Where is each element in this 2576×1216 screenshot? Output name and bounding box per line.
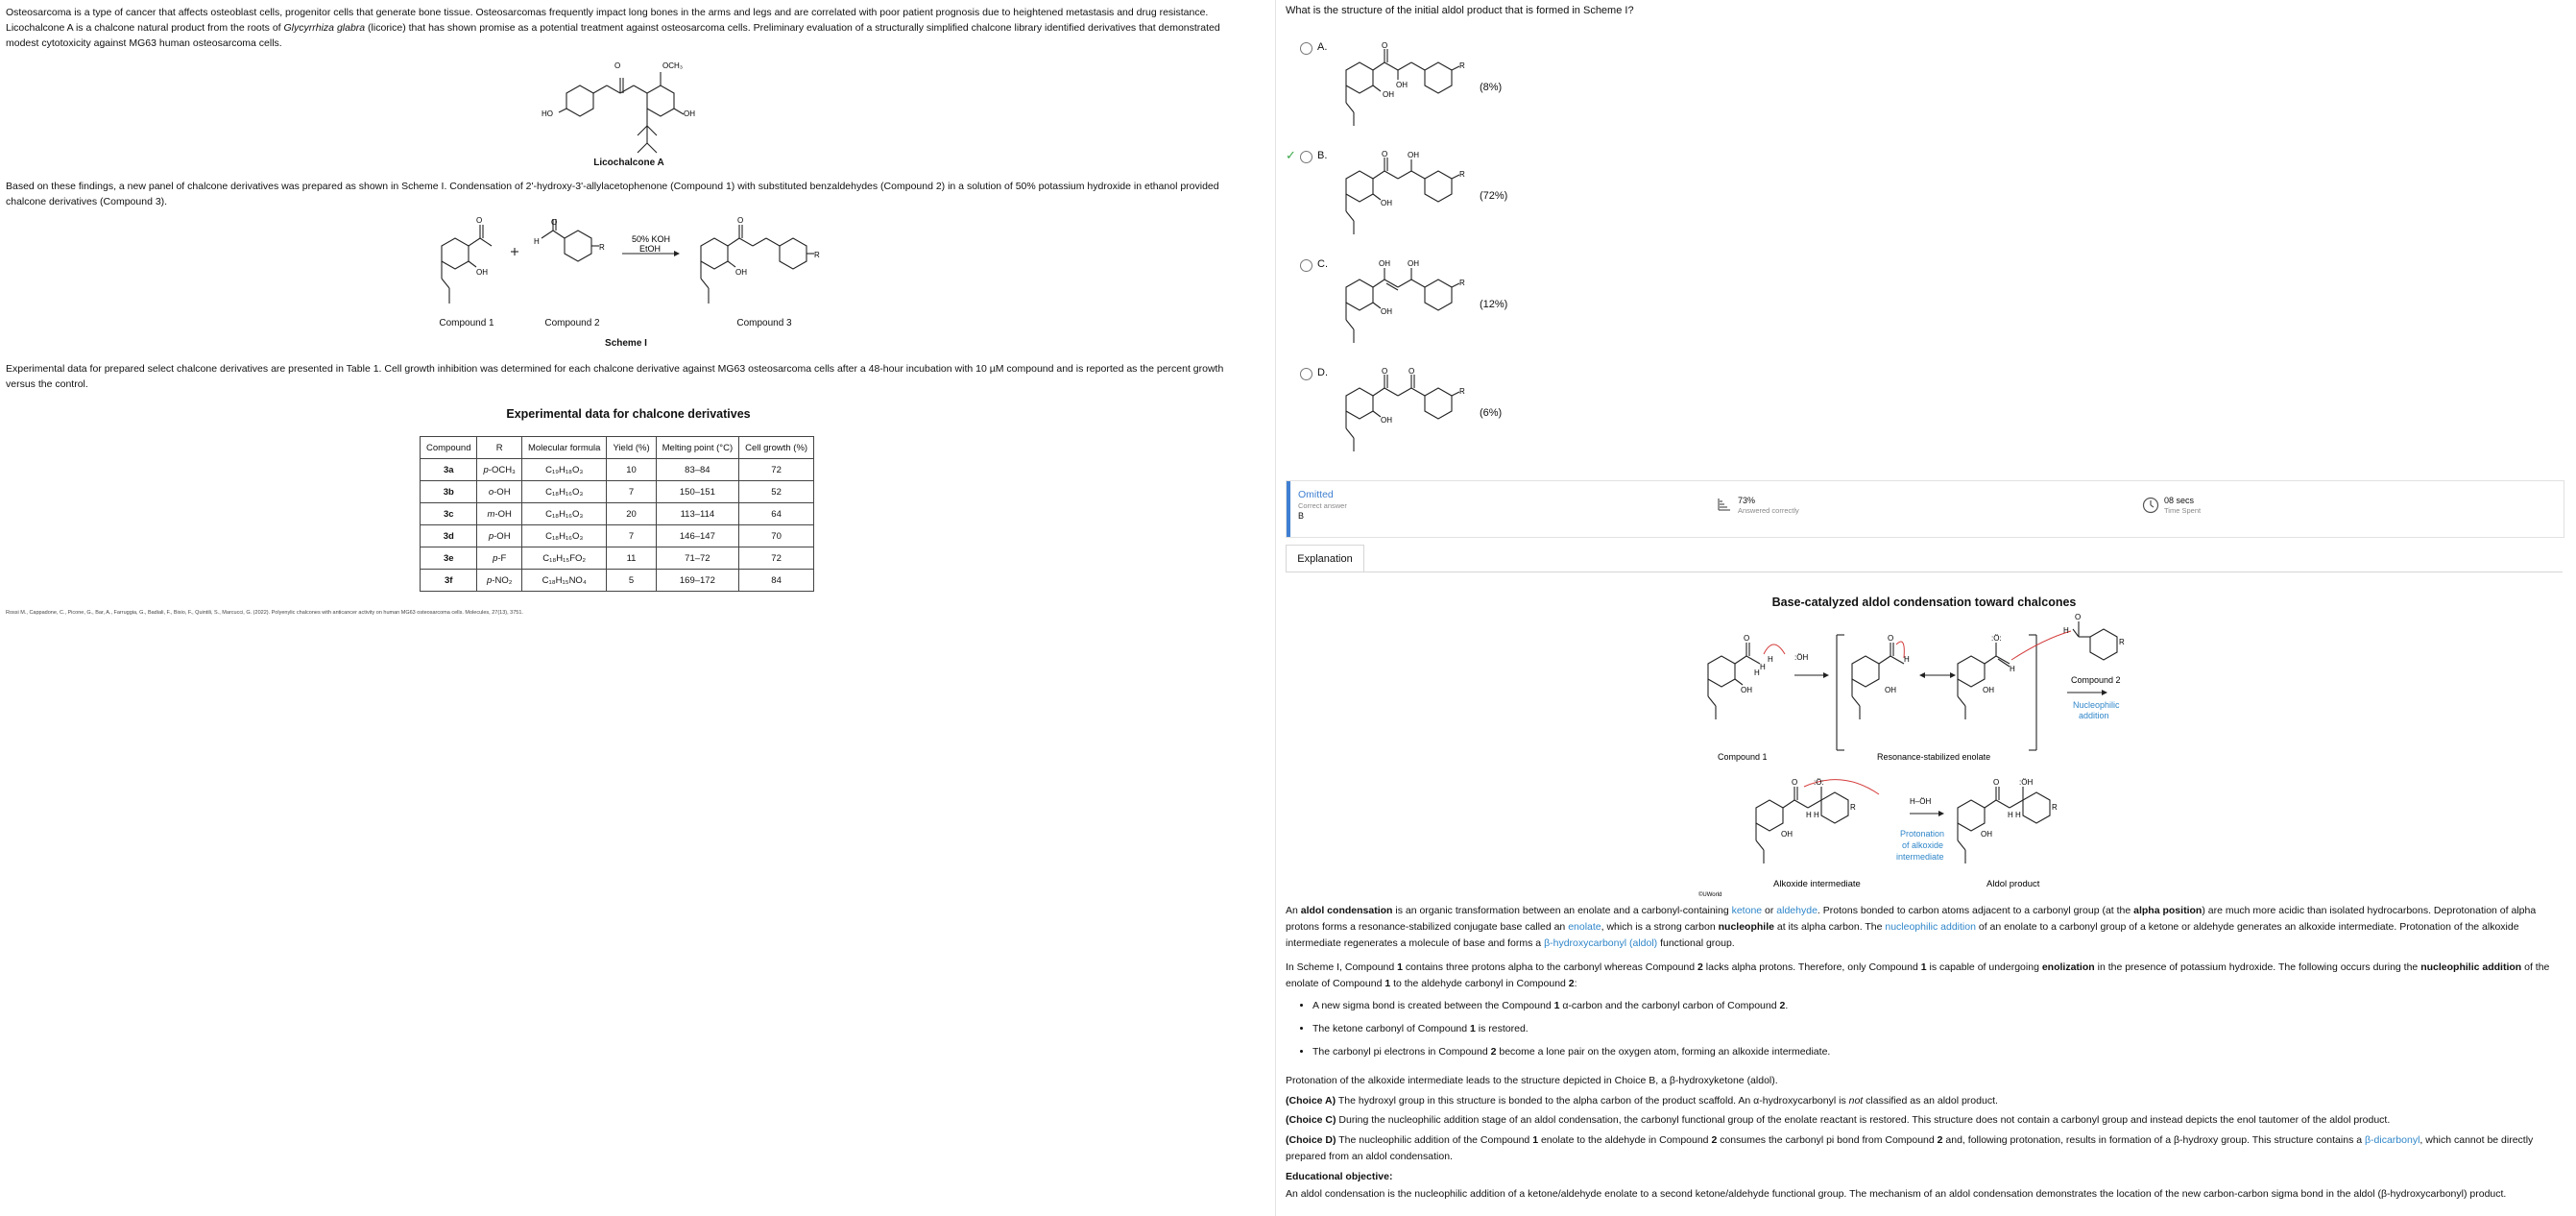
inline-text: is capable of undergoing — [1926, 961, 2042, 973]
svg-text:HO: HO — [542, 109, 553, 118]
table-cell-r-group: o-OH — [477, 481, 521, 503]
fig-protonation1: Protonation — [1900, 829, 1945, 839]
inline-text: consumes the carbonyl pi bond from Compound — [1717, 1134, 1938, 1146]
table-cell-r-group: p-OCH₃ — [477, 459, 521, 481]
inline-text: 1 — [1920, 961, 1927, 973]
choice-b-letter: B. — [1317, 150, 1328, 161]
compound2-label: Compound 2 — [544, 318, 600, 328]
svg-text:R: R — [2052, 803, 2058, 812]
fig-alkoxide: Alkoxide intermediate — [1773, 879, 1861, 889]
table-cell-r-group: p-NO₂ — [477, 570, 521, 592]
inline-text: 1 — [1397, 961, 1403, 973]
inline-text: nucleophilic addition — [2420, 961, 2522, 973]
choice-d-radio[interactable] — [1300, 368, 1312, 380]
inline-text: A new sigma bond is created between the Compound — [1312, 1000, 1554, 1011]
compound3-label: Compound 3 — [736, 318, 792, 328]
svg-text:R: R — [1459, 279, 1465, 287]
table-title: Experimental data for chalcone derivatives — [506, 407, 751, 421]
table-cell-cell-growth: 52 — [739, 481, 814, 503]
svg-text:H: H — [2063, 626, 2069, 635]
svg-text:R: R — [2119, 638, 2125, 646]
inline-text: 2 — [1711, 1134, 1718, 1146]
licochalcone-structure — [538, 53, 730, 168]
para2-line2: chalcone derivatives (Compound 3). — [6, 196, 168, 207]
inline-text: of the enolate of Compound — [1286, 961, 2550, 989]
svg-text:OH: OH — [684, 109, 695, 118]
inline-link[interactable]: β-hydroxycarbonyl (aldol) — [1544, 937, 1658, 949]
table-cell-compound: 3b — [421, 481, 477, 503]
fig-compound1: Compound 1 — [1718, 752, 1768, 762]
svg-text:O: O — [551, 218, 558, 227]
choice-c[interactable] — [1286, 251, 1574, 347]
table-row — [421, 570, 814, 592]
table-cell-r-group: p-OH — [477, 525, 521, 547]
choice-d-structure — [1338, 367, 1492, 455]
licochalcone-label: Licochalcone A — [593, 158, 664, 168]
inline-text: An aldol condensation is the nucleophilic addition of a ketone/aldehyde enolate to a second ketone/aldehyde functional group. The mechanism of an aldol condensation demonstrates the location of the new carbon-carbon sigma bond in the aldol (β-hydroxycarbonyl) product. — [1286, 1188, 2507, 1200]
svg-text::ÖH: :ÖH — [2019, 778, 2034, 787]
table-header: R — [477, 437, 521, 459]
inline-text: 2 — [1779, 1000, 1786, 1011]
table-cell-melting-point: 113–114 — [656, 503, 739, 525]
stats-bar — [1286, 480, 2564, 538]
passage-panel — [6, 5, 1254, 51]
inline-text: 2 — [1697, 961, 1703, 973]
table-header-row — [421, 437, 814, 459]
table-cell-yield: 7 — [607, 525, 656, 547]
inline-text: to the aldehyde carbonyl in Compound — [1390, 978, 1569, 989]
inline-text: . — [1785, 1000, 1789, 1011]
table-row — [421, 525, 814, 547]
fig-compound2: Compound 2 — [2071, 675, 2121, 685]
inline-text: The nucleophilic addition of the Compound — [1336, 1134, 1533, 1146]
table-header: Melting point (°C) — [656, 437, 739, 459]
table-cell-cell-growth: 70 — [739, 525, 814, 547]
inline-text: During the nucleophilic addition stage of an aldol condensation, the carbonyl functional group of the enolate reactant is restored. This structure does not contain a carbonyl group and instead depicts the enol tautomer of the aldol product. — [1336, 1114, 2391, 1126]
data-table — [420, 436, 814, 592]
inline-text: 1 — [1470, 1023, 1476, 1034]
choice-c-explanation — [1286, 1112, 2563, 1129]
svg-text:OH: OH — [1396, 81, 1408, 89]
para1-line1: Osteosarcoma is a type of cancer that affects osteoblast cells, progenitor cells that generate bone tissue. Osteosarcomas frequently impact long bones in the arms and legs and are correlated with poor patient prognosis due to heightened metastasis and drug resistance. — [6, 7, 1209, 18]
svg-text:R: R — [1459, 61, 1465, 70]
svg-text:H: H — [1754, 669, 1760, 677]
fig-nucleophilic: Nucleophilic — [2073, 700, 2120, 710]
reagent-etoh: EtOH — [639, 244, 662, 254]
svg-text::ÖH: :ÖH — [1794, 653, 1809, 662]
svg-text:O: O — [1744, 634, 1750, 643]
svg-text:OH: OH — [476, 268, 488, 277]
fig-protonation3: intermediate — [1896, 852, 1944, 862]
table-row — [421, 547, 814, 570]
svg-text:OH: OH — [1741, 686, 1752, 694]
choice-b[interactable] — [1286, 142, 1574, 238]
table-cell-compound: 3e — [421, 547, 477, 570]
fig-protonation2: of alkoxide — [1902, 840, 1944, 850]
table-cell-melting-point: 169–172 — [656, 570, 739, 592]
choice-a-structure — [1338, 41, 1492, 130]
table-cell-compound: 3f — [421, 570, 477, 592]
svg-text::Ö:: :Ö: — [1814, 778, 1824, 787]
choice-b-radio[interactable] — [1300, 151, 1312, 163]
inline-text: : — [1574, 978, 1577, 989]
compound1-label: Compound 1 — [439, 318, 494, 328]
svg-text:R: R — [599, 243, 605, 252]
passage-para2-wrap — [6, 179, 1254, 209]
inline-link[interactable]: ketone — [1731, 905, 1763, 916]
choice-d-explanation — [1286, 1132, 2563, 1165]
para1-italic: Glycyrrhiza glabra — [283, 22, 366, 34]
bullet-item — [1312, 994, 2561, 1017]
table-cell-melting-point: 150–151 — [656, 481, 739, 503]
clock-icon — [2142, 497, 2159, 514]
choice-a-percent: (8%) — [1480, 82, 1503, 93]
table-cell-melting-point: 146–147 — [656, 525, 739, 547]
passage-para1 — [6, 5, 1254, 51]
svg-text:OH: OH — [1408, 151, 1419, 159]
fig-copyright: ©UWorld — [1698, 892, 1722, 898]
choice-a[interactable] — [1286, 34, 1574, 130]
scheme-1-diagram — [422, 217, 845, 323]
svg-text:H: H — [1760, 663, 1766, 671]
svg-text:OH: OH — [1383, 90, 1394, 99]
inline-text: enolization — [2041, 961, 2095, 973]
svg-text:O: O — [1888, 634, 1894, 643]
svg-text:OH: OH — [1981, 830, 1992, 839]
svg-text:H: H — [1768, 655, 1773, 664]
inline-text: in the presence of potassium hydroxide. The following occurs during the — [2094, 961, 2421, 973]
svg-text:R: R — [1850, 803, 1856, 812]
inline-text: α-carbon and the carbonyl carbon of Compound — [1559, 1000, 1780, 1011]
inline-text: classified as an aldol product. — [1863, 1095, 1998, 1107]
svg-text:H–ÖH: H–ÖH — [1910, 797, 1932, 806]
time-spent-label: Time Spent — [2164, 506, 2202, 515]
passage-para3-wrap — [6, 361, 1254, 392]
stats-bar-icon — [1717, 497, 1732, 512]
table-cell-cell-growth: 64 — [739, 503, 814, 525]
svg-text:OH: OH — [1379, 259, 1390, 268]
svg-text:O: O — [1792, 778, 1798, 787]
time-spent: 08 secs — [2164, 496, 2195, 505]
inline-text: 2 — [1490, 1046, 1497, 1058]
panel-divider — [1275, 0, 1276, 1216]
table-cell-compound: 3d — [421, 525, 477, 547]
table-cell-yield: 7 — [607, 481, 656, 503]
choice-a-radio[interactable] — [1300, 42, 1312, 55]
svg-text:O: O — [1382, 367, 1388, 376]
passage-para2 — [6, 179, 1254, 209]
table-cell-compound: 3c — [421, 503, 477, 525]
svg-text:H: H — [534, 237, 540, 246]
inline-text: 1 — [1553, 1000, 1560, 1011]
percent-correct-label: Answered correctly — [1738, 506, 1799, 515]
para2-line1: Based on these findings, a new panel of chalcone derivatives was prepared as shown in Scheme I. Condensation of 2'-hydroxy-3'-allylacetophenone (Compound 1) with substituted benzaldehydes (Compound 2) in a solution of 50% potassium hydroxide in ethanol provided — [6, 181, 1219, 192]
table-cell-melting-point: 83–84 — [656, 459, 739, 481]
table-cell-formula: C₁₈H₁₅NO₄ — [521, 570, 607, 592]
inline-text: is an organic transformation between an enolate and a carbonyl-containing — [1392, 905, 1732, 916]
table-header: Cell growth (%) — [739, 437, 814, 459]
svg-text:O: O — [1993, 778, 2000, 787]
explanation-para3 — [1286, 1073, 2563, 1089]
inline-text: lacks alpha protons. Therefore, only Compound — [1702, 961, 1921, 973]
inline-text: and, following protonation, results in formation of a β-hydroxy group. This structure contains a — [1942, 1134, 2365, 1146]
para1-line2a: Licochalcone A is a chalcone natural product from the roots of — [6, 22, 284, 34]
table-cell-r-group: m-OH — [477, 503, 521, 525]
table-cell-formula: C₁₈H₁₅FO₂ — [521, 547, 607, 570]
svg-text:O: O — [1408, 367, 1415, 376]
inline-text: The ketone carbonyl of Compound — [1312, 1023, 1471, 1034]
table-row — [421, 459, 814, 481]
inline-text: , which is a strong carbon — [1601, 921, 1719, 933]
correct-answer-value: B — [1298, 511, 1305, 521]
table-cell-formula: C₁₈H₁₆O₃ — [521, 481, 607, 503]
table-cell-cell-growth: 72 — [739, 547, 814, 570]
choice-d[interactable] — [1286, 359, 1574, 455]
inline-text: contains three protons alpha to the carbonyl whereas Compound — [1403, 961, 1698, 973]
status-omitted: Omitted — [1298, 489, 1334, 500]
percent-correct: 73% — [1738, 496, 1756, 505]
table-cell-compound: 3a — [421, 459, 477, 481]
question-panel — [1286, 5, 2563, 1200]
table-cell-yield: 11 — [607, 547, 656, 570]
svg-text:O: O — [737, 216, 744, 225]
choice-b-percent: (72%) — [1480, 190, 1508, 202]
table-cell-yield: 10 — [607, 459, 656, 481]
tab-explanation[interactable]: Explanation — [1286, 545, 1364, 572]
choice-d-letter: D. — [1317, 367, 1328, 378]
passage-para3 — [6, 361, 1254, 392]
table-cell-r-group: p-F — [477, 547, 521, 570]
svg-text:OH: OH — [1381, 416, 1392, 425]
table-row — [421, 503, 814, 525]
svg-text:R: R — [1459, 387, 1465, 396]
table-cell-melting-point: 71–72 — [656, 547, 739, 570]
inline-text: 1 — [1532, 1134, 1539, 1146]
choice-b-structure — [1338, 150, 1492, 238]
inline-text: ) are much more acidic than isolated hydrocarbons. Deprotonation of alpha protons forms a resonance-stabilized conjugate base called an — [1286, 905, 2537, 933]
inline-text: is restored. — [1475, 1023, 1529, 1034]
inline-text: (Choice C) — [1286, 1114, 1336, 1126]
table-row — [421, 481, 814, 503]
explanation-figure-title: Base-catalyzed aldol condensation toward chalcones — [1771, 596, 2077, 609]
choice-a-explanation — [1286, 1093, 2563, 1109]
svg-text:H: H — [2010, 665, 2015, 673]
fig-addition: addition — [2079, 711, 2109, 720]
scheme-label: Scheme I — [605, 338, 647, 349]
check-icon: ✓ — [1286, 148, 1296, 162]
bullet-item — [1312, 1040, 2561, 1063]
inline-link[interactable]: aldehyde — [1776, 905, 1818, 916]
svg-text:H H: H H — [2008, 811, 2021, 819]
para1-line2b: (licorice) that has shown promise as a potential treatment against osteosarcoma cells. Preliminary evaluation of a structurally simplified chalcone library identified derivatives that demonstrated — [365, 22, 1220, 34]
explanation-bullets — [1286, 994, 2561, 1063]
inline-text: aldol condensation — [1300, 905, 1393, 916]
mechanism-diagram — [1698, 613, 2159, 898]
table-header: Molecular formula — [521, 437, 607, 459]
svg-text:O: O — [2075, 613, 2082, 621]
choice-d-percent: (6%) — [1480, 407, 1503, 419]
svg-text::Ö:: :Ö: — [1991, 634, 2002, 643]
table-cell-yield: 5 — [607, 570, 656, 592]
table-cell-formula: C₁₈H₁₆O₃ — [521, 525, 607, 547]
question-text: What is the structure of the initial aldol product that is formed in Scheme I? — [1286, 5, 1634, 16]
choice-c-percent: (12%) — [1480, 299, 1508, 310]
svg-text:O: O — [1382, 150, 1388, 158]
objective-title: Educational objective: — [1286, 1171, 1393, 1182]
choice-a-letter: A. — [1317, 41, 1328, 53]
svg-text:OH: OH — [1381, 307, 1392, 316]
fig-enolate: Resonance-stabilized enolate — [1877, 752, 1991, 762]
inline-text: not — [1848, 1095, 1864, 1107]
inline-text: 1 — [1384, 978, 1391, 989]
svg-text:OH: OH — [1381, 199, 1392, 207]
svg-text:R: R — [1459, 170, 1465, 179]
inline-text: of an enolate to a carbonyl group of a ketone or aldehyde generates an alkoxide intermediate. Protonation of the alkoxide intermediate regenerates a molecule of base and forms a — [1286, 921, 2519, 949]
inline-text: Protonation of the alkoxide intermediate leads to the structure depicted in Choice B, a β-hydroxyketone (aldol). — [1286, 1075, 1778, 1086]
objective-text — [1286, 1186, 2563, 1203]
inline-text: alpha position — [2133, 905, 2203, 916]
svg-text:OH: OH — [1885, 686, 1896, 694]
inline-text: The carbonyl pi electrons in Compound — [1312, 1046, 1491, 1058]
table-cell-yield: 20 — [607, 503, 656, 525]
svg-text:OH: OH — [735, 268, 747, 277]
inline-text: An — [1286, 905, 1301, 916]
inline-link[interactable]: nucleophilic addition — [1885, 921, 1976, 933]
explanation-para2 — [1286, 960, 2563, 992]
inline-link[interactable]: enolate — [1568, 921, 1601, 933]
inline-text: In Scheme I, Compound — [1286, 961, 1398, 973]
inline-text: (Choice A) — [1286, 1095, 1336, 1107]
svg-text:H: H — [1904, 655, 1910, 664]
explanation-para1 — [1286, 903, 2563, 952]
inline-text: 2 — [1937, 1134, 1943, 1146]
svg-text:OH: OH — [1983, 686, 1994, 694]
choice-c-radio[interactable] — [1300, 259, 1312, 272]
fig-aldol: Aldol product — [1986, 879, 2040, 889]
citation: Rossi M., Cappadone, C., Picone, G., Bar, A., Farruggia, G., Badiali, F., Bisio, F., Quintili, S., Marcucci, G. (2022). Polyenylic chalcones with anticancer activity on human MG63 osteosarcoma cells. Molecules, 27(13), 3751. — [6, 610, 523, 616]
table-cell-cell-growth: 84 — [739, 570, 814, 592]
inline-text: or — [1762, 905, 1777, 916]
svg-text:R: R — [814, 251, 820, 259]
svg-text:O: O — [1382, 41, 1388, 50]
inline-text: become a lone pair on the oxygen atom, forming an alkoxide intermediate. — [1496, 1046, 1831, 1058]
choice-c-structure — [1338, 258, 1492, 347]
inline-text: functional group. — [1657, 937, 1735, 949]
inline-link[interactable]: β-dicarbonyl — [2365, 1134, 2420, 1146]
para3-line2: versus the control. — [6, 378, 88, 390]
svg-text:O: O — [476, 216, 483, 225]
inline-text: . Protons bonded to carbon atoms adjacent to a carbonyl group (at the — [1817, 905, 2134, 916]
table-cell-formula: C₁₈H₁₆O₃ — [521, 503, 607, 525]
svg-text:O: O — [614, 61, 621, 70]
correct-answer-label: Correct answer — [1298, 501, 1347, 510]
table-cell-formula: C₁₉H₁₈O₃ — [521, 459, 607, 481]
inline-text: enolate to the aldehyde in Compound — [1538, 1134, 1712, 1146]
table-cell-cell-growth: 72 — [739, 459, 814, 481]
inline-text: (Choice D) — [1286, 1134, 1336, 1146]
inline-text: The hydroxyl group in this structure is bonded to the alpha carbon of the product scaffold. An α-hydroxycarbonyl is — [1336, 1095, 1849, 1107]
choice-c-letter: C. — [1317, 258, 1328, 270]
svg-text:H H: H H — [1806, 811, 1819, 819]
inline-text: 2 — [1568, 978, 1575, 989]
inline-text: , which cannot be directly prepared from an aldol condensation. — [1286, 1134, 2534, 1162]
bullet-item — [1312, 1017, 2561, 1040]
stats-accent-bar — [1287, 481, 1290, 537]
svg-text:OCH₃: OCH₃ — [662, 61, 684, 70]
table-header: Yield (%) — [607, 437, 656, 459]
para3-line1: Experimental data for prepared select chalcone derivatives are presented in Table 1. Cell growth inhibition was determined for each chalcone derivative against MG63 osteosarcoma cells after a 48-hour incubation with 10 µM compound and is reported as the percent growth — [6, 363, 1224, 375]
svg-text:OH: OH — [1408, 259, 1419, 268]
table-header: Compound — [421, 437, 477, 459]
reagent-koh: 50% KOH — [632, 234, 671, 244]
para1-line3: modest cytotoxicity against MG63 human osteosarcoma cells. — [6, 37, 282, 49]
inline-text: nucleophile — [1718, 921, 1774, 933]
svg-text:OH: OH — [1781, 830, 1793, 839]
inline-text: at its alpha carbon. The — [1773, 921, 1886, 933]
